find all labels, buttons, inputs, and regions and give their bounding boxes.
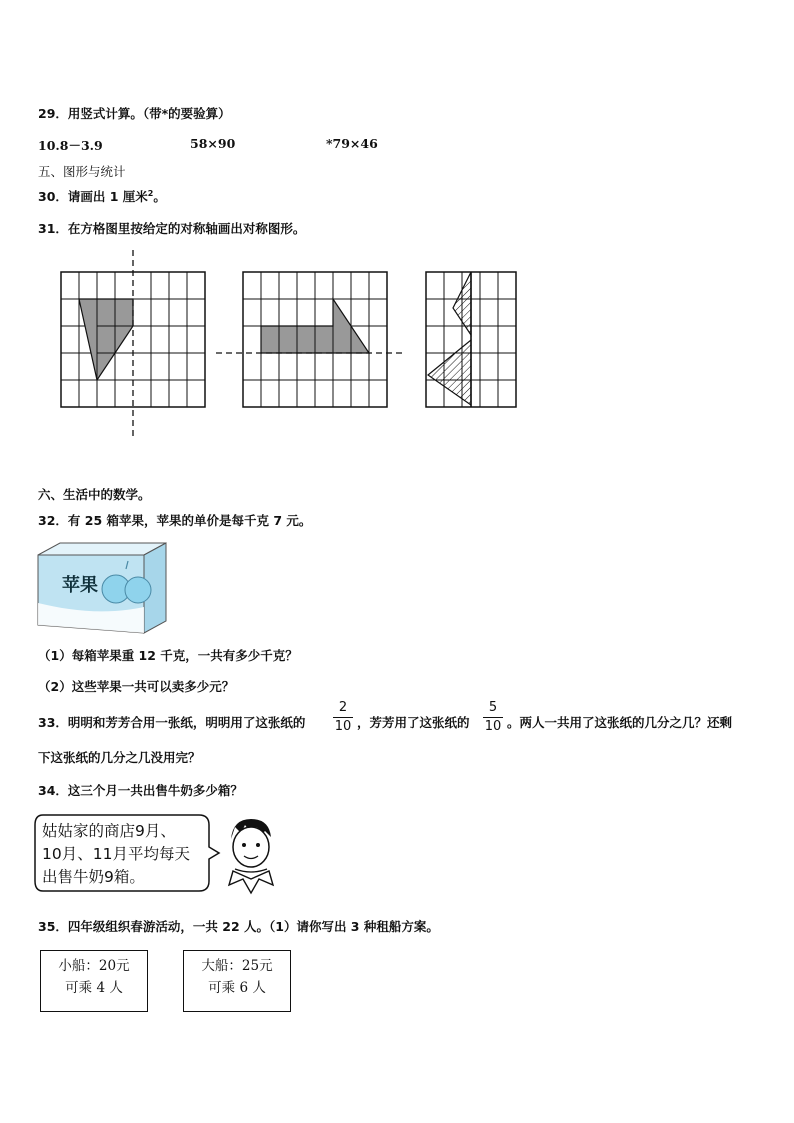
bubble-line-1: 姑姑家的商店9月、 [42, 822, 176, 840]
apple-box-illustration [36, 541, 171, 636]
fraction-numerator: 5 [488, 700, 498, 715]
small-boat-price-box [40, 950, 148, 1012]
q35-title: 35．四年级组织春游活动，一共 22 人。（1）请你写出 3 种租船方案。 [38, 919, 439, 934]
small-boat-capacity: 可乘 4 人 [65, 980, 123, 996]
q31-title: 31．在方格图里按给定的对称轴画出对称图形。 [38, 221, 306, 236]
bubble-line-3: 出售牛奶9箱。 [42, 868, 145, 886]
fraction-denominator: 10 [334, 719, 352, 734]
hatched-shape-bottom [428, 340, 471, 405]
symmetry-grid-3 [425, 270, 520, 410]
boy-illustration [213, 813, 283, 895]
q33-fraction-1 [333, 700, 353, 735]
q32-sub-2: （2）这些苹果一共可以卖多少元？ [38, 679, 235, 694]
q32-title: 32．有 25 箱苹果，苹果的单价是每千克 7 元。 [38, 513, 312, 528]
shaded-shape [79, 299, 133, 380]
symmetry-grid-2 [216, 270, 406, 410]
symmetry-grid-1 [61, 250, 206, 440]
large-boat-price: 大船：25元 [201, 958, 273, 974]
large-boat-price-box [183, 950, 291, 1012]
q33-line-2: 下这张纸的几分之几没用完？ [38, 750, 201, 765]
large-boat-capacity: 可乘 6 人 [208, 980, 266, 996]
q33-part-2: ，芳芳用了这张纸的 [357, 715, 470, 730]
q33-part-3: 。两人一共用了这张纸的几分之几？还剩 [507, 715, 733, 730]
section-6-heading: 六、生活中的数学。 [38, 487, 151, 502]
fraction-numerator: 2 [338, 700, 348, 715]
q34-title: 34．这三个月一共出售牛奶多少箱？ [38, 783, 243, 798]
q32-sub-1: （1）每箱苹果重 12 千克，一共有多少千克？ [38, 648, 298, 663]
q33-fraction-2 [483, 700, 503, 735]
section-5-heading: 五、图形与统计 [38, 164, 126, 179]
q30-suffix: 。 [153, 189, 166, 204]
q33-part-1: 33．明明和芳芳合用一张纸，明明用了这张纸的 [38, 715, 306, 730]
apple-icon [125, 577, 151, 603]
speech-bubble-text [42, 820, 190, 889]
small-boat-price: 小船：20元 [58, 958, 130, 974]
q30-sup: 2 [147, 188, 154, 198]
q29-title: 29．用竖式计算。（带*的要验算） [38, 106, 231, 121]
q29-item-3: *79×46 [326, 136, 378, 151]
q29-item-2: 58×90 [190, 136, 236, 151]
q30-title [38, 187, 166, 205]
fraction-denominator: 10 [484, 719, 502, 734]
q30-prefix: 30．请画出 1 厘米 [38, 189, 148, 204]
bubble-line-2: 10月、11月平均每天 [42, 845, 190, 863]
apple-box-label: 苹果 [62, 575, 98, 596]
q29-item-1: 10.8－3.9 [38, 138, 103, 153]
